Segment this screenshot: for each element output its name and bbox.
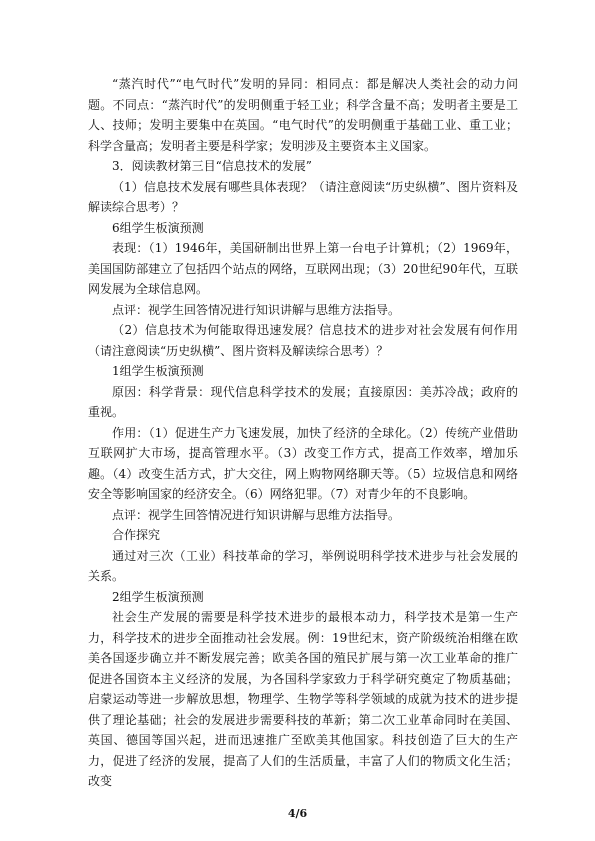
section-heading: 合作探究 bbox=[112, 528, 161, 542]
paragraph: 社会生产发展的需要是科学技术进步的最根本动力，科学技术是第一生产力，科学技术的进步全面推动社会发展。例：19世纪末，资产阶级统治相继在欧美各国逐步确立并不断发展完善；欧美各国的殖民扩展与第一次工业革命的推广促进各国资本主义经济的发展，为各国科学家致力于科学研究奠定了物质基础；启蒙运动等进一步解放思想，物理学、生物学等科学领域的成就为技术的进步提供了理论基础；社会的发展进步需要科技的革新；第二次工业革命同时在美国、英国、德国等国兴起，进而迅速推广至欧美其他国家。科技创造了巨大的生产力，促进了经济的发展，提高了人们的生活质量，丰富了人们的物质文化生活；改变 bbox=[88, 610, 518, 788]
paragraph: 作用：（1）促进生产力飞速发展，加快了经济的全球化。（2）传统产业借助互联网扩大市场，提高管理水平。（3）改变工作方式，提高工作效率，增加乐趣。（4）改变生活方式，扩大交往，网上购物网络聊天等。（5）垃圾信息和网络安全等影响国家的经济安全。（6）网络犯罪。（7）对青少年的不良影响。 bbox=[88, 425, 518, 501]
paragraph: 1组学生板演预测 bbox=[112, 364, 204, 378]
paragraph: 通过对三次（工业）科技革命的学习，举例说明科学技术进步与社会发展的关系。 bbox=[88, 548, 518, 583]
paragraph: 2组学生板演预测 bbox=[112, 589, 204, 604]
paragraph: “蒸汽时代”“电气时代”发明的异同：相同点：都是解决人类社会的动力问题。不同点：“蒸汽时代”的发明侧重于轻工业；科学含量不高；发明者主要是工人、技师；发明主要集中在英国。“电气时代”的发明侧重于基础工业、重工业；科学含量高；发明者主要是科学家；发明涉及主要资本主义国家。 bbox=[88, 77, 518, 153]
paragraph: 表现：（1）1946年，美国研制出世界上第一台电子计算机；（2）1969年，美国国防部建立了包括四个站点的网络，互联网出现；（3）20世纪90年代，互联网发展为全球信息网。 bbox=[88, 241, 518, 296]
paragraph: 3．阅读教材第三目“信息技术的发展” bbox=[112, 159, 312, 173]
paragraph: 6组学生板演预测 bbox=[112, 220, 204, 235]
paragraph: 点评：视学生回答情况进行知识讲解与思维方法指导。 bbox=[112, 507, 401, 522]
page-number: 4/6 bbox=[287, 807, 308, 820]
page-body bbox=[88, 74, 518, 792]
paragraph: （1）信息技术发展有哪些具体表现？（请注意阅读“历史纵横”、图片资料及解读综合思考）？ bbox=[88, 179, 518, 214]
paragraph: 点评：视学生回答情况进行知识讲解与思维方法指导。 bbox=[112, 302, 401, 317]
paragraph: （2）信息技术为何能取得迅速发展？信息技术的进步对社会发展有何作用（请注意阅读“历史纵横”、图片资料及解读综合思考）？ bbox=[88, 323, 518, 358]
paragraph: 原因：科学背景：现代信息科学技术的发展；直接原因：美苏冷战；政府的重视。 bbox=[88, 384, 518, 419]
